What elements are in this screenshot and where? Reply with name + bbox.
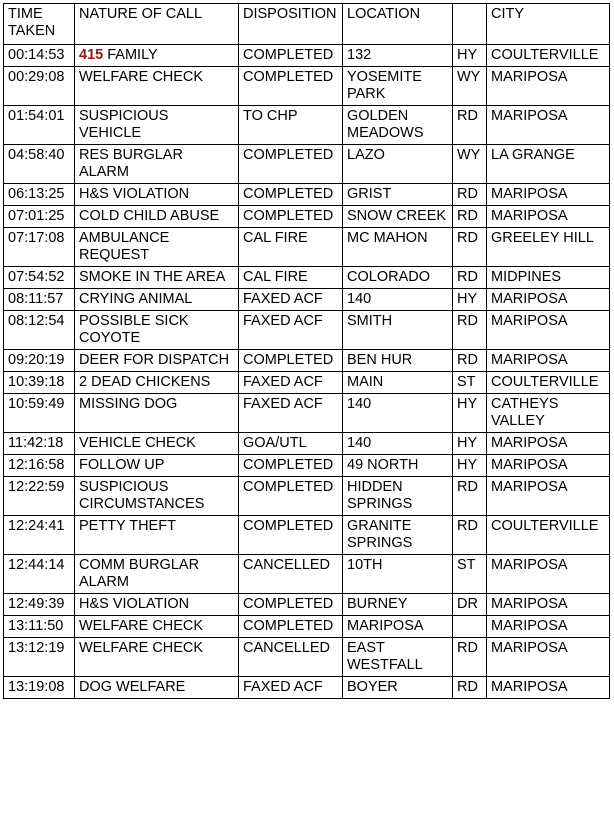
city-cell: MIDPINES xyxy=(487,267,610,289)
city-cell: MARIPOSA xyxy=(487,106,610,145)
location-cell: LAZO xyxy=(343,145,453,184)
call-nature-text: SUSPICIOUS VEHICLE xyxy=(79,108,173,141)
street-suffix-cell: WY xyxy=(453,145,487,184)
call-nature-text: COLD CHILD ABUSE xyxy=(79,208,220,224)
street-suffix-cell: RD xyxy=(453,311,487,350)
table-row xyxy=(4,67,610,106)
time-taken-cell: 12:44:14 xyxy=(4,555,75,594)
nature-of-call-cell xyxy=(75,184,239,206)
disposition-cell: FAXED ACF xyxy=(239,372,343,394)
time-taken-cell: 10:39:18 xyxy=(4,372,75,394)
location-cell: COLORADO xyxy=(343,267,453,289)
city-cell: MARIPOSA xyxy=(487,289,610,311)
city-cell: COULTERVILLE xyxy=(487,45,610,67)
city-cell: COULTERVILLE xyxy=(487,372,610,394)
city-cell: MARIPOSA xyxy=(487,206,610,228)
location-cell: BURNEY xyxy=(343,594,453,616)
time-taken-cell: 07:17:08 xyxy=(4,228,75,267)
location-cell: SMITH xyxy=(343,311,453,350)
nature-of-call-cell xyxy=(75,677,239,699)
nature-of-call-cell xyxy=(75,516,239,555)
time-taken-cell: 00:29:08 xyxy=(4,67,75,106)
location-cell: 10TH xyxy=(343,555,453,594)
location-cell: BEN HUR xyxy=(343,350,453,372)
table-row xyxy=(4,677,610,699)
location-cell: MAIN xyxy=(343,372,453,394)
nature-of-call-cell xyxy=(75,228,239,267)
call-nature-text: PETTY THEFT xyxy=(79,518,176,534)
street-suffix-cell: RD xyxy=(453,228,487,267)
nature-of-call-cell xyxy=(75,638,239,677)
table-row xyxy=(4,184,610,206)
street-suffix-cell: HY xyxy=(453,45,487,67)
nature-of-call-cell xyxy=(75,555,239,594)
call-nature-text: 2 DEAD CHICKENS xyxy=(79,374,211,390)
disposition-cell: GOA/UTL xyxy=(239,433,343,455)
call-nature-text: SUSPICIOUS CIRCUMSTANCES xyxy=(79,479,205,512)
table-row xyxy=(4,145,610,184)
city-cell: LA GRANGE xyxy=(487,145,610,184)
disposition-cell: COMPLETED xyxy=(239,616,343,638)
call-nature-text: WELFARE CHECK xyxy=(79,69,204,85)
call-log-table xyxy=(3,3,610,699)
table-row xyxy=(4,555,610,594)
location-cell: 49 NORTH xyxy=(343,455,453,477)
location-cell: GOLDEN MEADOWS xyxy=(343,106,453,145)
time-taken-cell: 08:12:54 xyxy=(4,311,75,350)
location-cell: 132 xyxy=(343,45,453,67)
street-suffix-cell: HY xyxy=(453,289,487,311)
street-suffix-cell xyxy=(453,616,487,638)
nature-of-call-cell xyxy=(75,477,239,516)
street-suffix-cell: HY xyxy=(453,433,487,455)
city-cell: GREELEY HILL xyxy=(487,228,610,267)
time-taken-cell: 13:11:50 xyxy=(4,616,75,638)
call-nature-text: CRYING ANIMAL xyxy=(79,291,193,307)
time-taken-cell: 13:19:08 xyxy=(4,677,75,699)
nature-of-call-cell xyxy=(75,311,239,350)
call-log-body xyxy=(4,45,610,699)
table-row xyxy=(4,616,610,638)
street-suffix-cell: RD xyxy=(453,638,487,677)
table-row xyxy=(4,311,610,350)
nature-of-call-cell xyxy=(75,206,239,228)
header-row xyxy=(4,4,610,45)
city-cell: MARIPOSA xyxy=(487,350,610,372)
street-suffix-cell: WY xyxy=(453,67,487,106)
location-cell: GRANITE SPRINGS xyxy=(343,516,453,555)
nature-of-call-cell xyxy=(75,45,239,67)
table-row xyxy=(4,267,610,289)
city-cell: MARIPOSA xyxy=(487,67,610,106)
location-cell: 140 xyxy=(343,394,453,433)
call-nature-text: DEER FOR DISPATCH xyxy=(79,352,230,368)
disposition-cell: COMPLETED xyxy=(239,184,343,206)
location-cell: EAST WESTFALL xyxy=(343,638,453,677)
nature-of-call-cell xyxy=(75,145,239,184)
disposition-cell: FAXED ACF xyxy=(239,394,343,433)
nature-of-call-cell xyxy=(75,289,239,311)
disposition-cell: COMPLETED xyxy=(239,455,343,477)
location-cell: GRIST xyxy=(343,184,453,206)
table-row xyxy=(4,638,610,677)
disposition-cell: COMPLETED xyxy=(239,45,343,67)
time-taken-cell: 12:49:39 xyxy=(4,594,75,616)
header-nature-of-call: NATURE OF CALL xyxy=(75,4,239,45)
street-suffix-cell: RD xyxy=(453,106,487,145)
street-suffix-cell: RD xyxy=(453,516,487,555)
street-suffix-cell: ST xyxy=(453,555,487,594)
nature-of-call-cell xyxy=(75,433,239,455)
nature-of-call-cell xyxy=(75,616,239,638)
disposition-cell: CAL FIRE xyxy=(239,228,343,267)
street-suffix-cell: RD xyxy=(453,184,487,206)
table-row xyxy=(4,289,610,311)
call-nature-text: FOLLOW UP xyxy=(79,457,165,473)
table-row xyxy=(4,477,610,516)
street-suffix-cell: HY xyxy=(453,455,487,477)
disposition-cell: COMPLETED xyxy=(239,477,343,516)
street-suffix-cell: RD xyxy=(453,350,487,372)
call-nature-text: RES BURGLAR ALARM xyxy=(79,147,187,180)
header-street-suffix xyxy=(453,4,487,45)
city-cell: MARIPOSA xyxy=(487,433,610,455)
location-cell: HIDDEN SPRINGS xyxy=(343,477,453,516)
nature-of-call-cell xyxy=(75,372,239,394)
city-cell: MARIPOSA xyxy=(487,184,610,206)
nature-of-call-cell xyxy=(75,594,239,616)
table-row xyxy=(4,372,610,394)
call-nature-text: DOG WELFARE xyxy=(79,679,186,695)
city-cell: COULTERVILLE xyxy=(487,516,610,555)
table-row xyxy=(4,206,610,228)
location-cell: MARIPOSA xyxy=(343,616,453,638)
time-taken-cell: 07:54:52 xyxy=(4,267,75,289)
nature-of-call-cell xyxy=(75,67,239,106)
time-taken-cell: 09:20:19 xyxy=(4,350,75,372)
nature-of-call-cell xyxy=(75,267,239,289)
call-nature-text: WELFARE CHECK xyxy=(79,618,204,634)
time-taken-cell: 13:12:19 xyxy=(4,638,75,677)
time-taken-cell: 06:13:25 xyxy=(4,184,75,206)
street-suffix-cell: HY xyxy=(453,394,487,433)
call-nature-text: SMOKE IN THE AREA xyxy=(79,269,226,285)
nature-of-call-cell xyxy=(75,394,239,433)
disposition-cell: FAXED ACF xyxy=(239,677,343,699)
disposition-cell: COMPLETED xyxy=(239,206,343,228)
city-cell: CATHEYS VALLEY xyxy=(487,394,610,433)
disposition-cell: FAXED ACF xyxy=(239,289,343,311)
time-taken-cell: 12:16:58 xyxy=(4,455,75,477)
time-taken-cell: 01:54:01 xyxy=(4,106,75,145)
header-disposition: DISPOSITION xyxy=(239,4,343,45)
disposition-cell: COMPLETED xyxy=(239,516,343,555)
table-row xyxy=(4,394,610,433)
disposition-cell: TO CHP xyxy=(239,106,343,145)
street-suffix-cell: DR xyxy=(453,594,487,616)
city-cell: MARIPOSA xyxy=(487,477,610,516)
city-cell: MARIPOSA xyxy=(487,555,610,594)
location-cell: BOYER xyxy=(343,677,453,699)
location-cell: 140 xyxy=(343,433,453,455)
street-suffix-cell: ST xyxy=(453,372,487,394)
header-time-taken: TIME TAKEN xyxy=(4,4,75,45)
time-taken-cell: 10:59:49 xyxy=(4,394,75,433)
nature-of-call-cell xyxy=(75,106,239,145)
table-row xyxy=(4,433,610,455)
disposition-cell: COMPLETED xyxy=(239,594,343,616)
call-nature-text: H&S VIOLATION xyxy=(79,596,190,612)
location-cell: SNOW CREEK xyxy=(343,206,453,228)
table-row xyxy=(4,455,610,477)
table-row xyxy=(4,228,610,267)
street-suffix-cell: RD xyxy=(453,206,487,228)
city-cell: MARIPOSA xyxy=(487,311,610,350)
call-nature-text: H&S VIOLATION xyxy=(79,186,190,202)
table-row xyxy=(4,516,610,555)
call-nature-text: COMM BURGLAR ALARM xyxy=(79,557,203,590)
location-cell: MC MAHON xyxy=(343,228,453,267)
table-row xyxy=(4,45,610,67)
nature-of-call-cell xyxy=(75,350,239,372)
header-location: LOCATION xyxy=(343,4,453,45)
call-nature-text: MISSING DOG xyxy=(79,396,178,412)
call-nature-text: POSSIBLE SICK COYOTE xyxy=(79,313,193,346)
call-nature-text: WELFARE CHECK xyxy=(79,640,204,656)
street-suffix-cell: RD xyxy=(453,677,487,699)
disposition-cell: CANCELLED xyxy=(239,555,343,594)
table-row xyxy=(4,594,610,616)
call-nature-text: VEHICLE CHECK xyxy=(79,435,196,451)
disposition-cell: COMPLETED xyxy=(239,350,343,372)
call-code: 415 xyxy=(79,47,104,63)
table-row xyxy=(4,106,610,145)
street-suffix-cell: RD xyxy=(453,267,487,289)
time-taken-cell: 07:01:25 xyxy=(4,206,75,228)
call-nature-text: FAMILY xyxy=(103,47,158,63)
city-cell: MARIPOSA xyxy=(487,638,610,677)
header-city: CITY xyxy=(487,4,610,45)
disposition-cell: CAL FIRE xyxy=(239,267,343,289)
time-taken-cell: 04:58:40 xyxy=(4,145,75,184)
time-taken-cell: 08:11:57 xyxy=(4,289,75,311)
disposition-cell: CANCELLED xyxy=(239,638,343,677)
time-taken-cell: 00:14:53 xyxy=(4,45,75,67)
location-cell: 140 xyxy=(343,289,453,311)
location-cell: YOSEMITE PARK xyxy=(343,67,453,106)
city-cell: MARIPOSA xyxy=(487,594,610,616)
nature-of-call-cell xyxy=(75,455,239,477)
disposition-cell: FAXED ACF xyxy=(239,311,343,350)
city-cell: MARIPOSA xyxy=(487,455,610,477)
disposition-cell: COMPLETED xyxy=(239,67,343,106)
time-taken-cell: 12:22:59 xyxy=(4,477,75,516)
city-cell: MARIPOSA xyxy=(487,616,610,638)
street-suffix-cell: RD xyxy=(453,477,487,516)
table-row xyxy=(4,350,610,372)
city-cell: MARIPOSA xyxy=(487,677,610,699)
call-nature-text: AMBULANCE REQUEST xyxy=(79,230,174,263)
disposition-cell: COMPLETED xyxy=(239,145,343,184)
time-taken-cell: 12:24:41 xyxy=(4,516,75,555)
time-taken-cell: 11:42:18 xyxy=(4,433,75,455)
